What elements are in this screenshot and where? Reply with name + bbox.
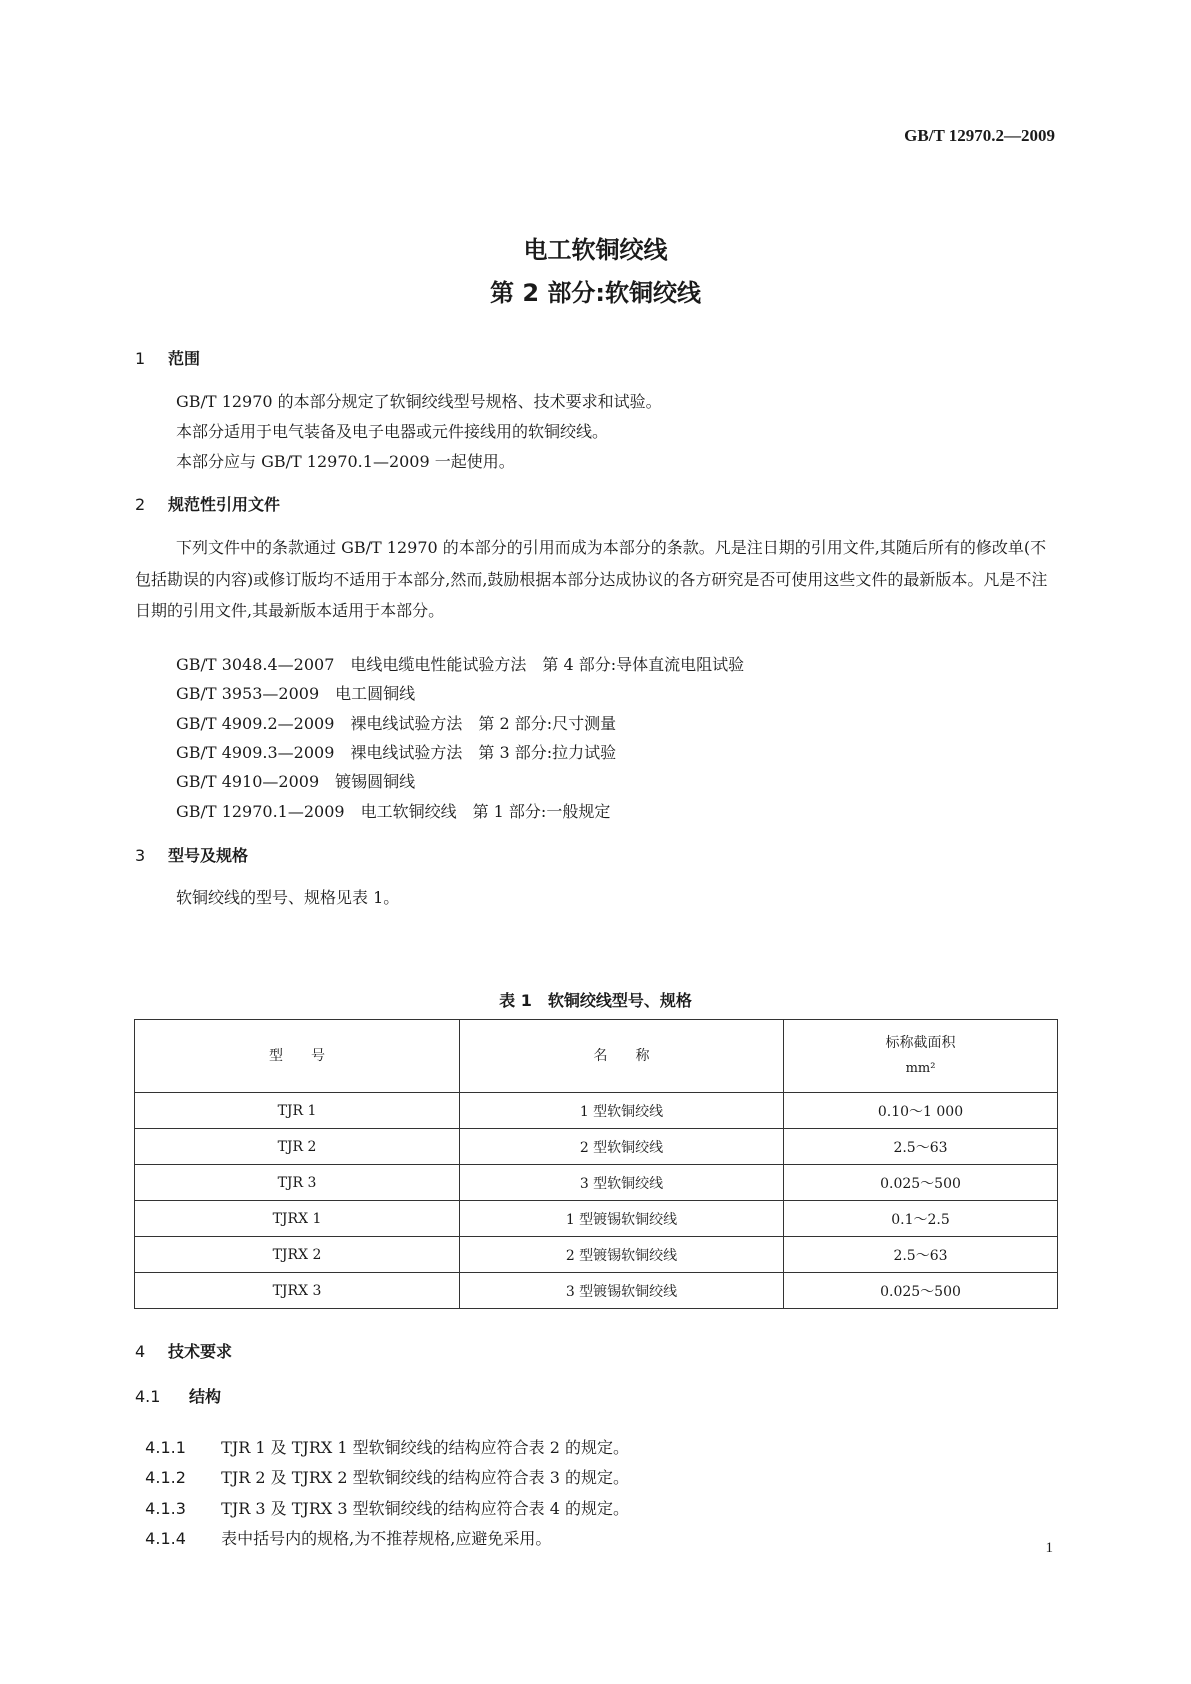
section-title: 规范性引用文件: [168, 495, 281, 514]
subsection-heading-4-1: [135, 1384, 221, 1407]
clause-text: TJR 3 及 TJRX 3 型软铜绞线的结构应符合表 4 的规定。: [221, 1499, 629, 1518]
section-heading-1: [135, 346, 200, 369]
document-title: 电工软铜绞线: [523, 236, 668, 264]
cell-area: 2.5～63: [784, 1237, 1058, 1273]
section-heading-2: [135, 492, 280, 515]
section-title: 技术要求: [168, 1342, 233, 1361]
table-row: [135, 1129, 1058, 1165]
cell-model: TJR 1: [135, 1093, 460, 1129]
paragraph: 本部分适用于电气装备及电子电器或元件接线用的软铜绞线。: [176, 422, 609, 441]
cell-name: 1 型软铜绞线: [460, 1093, 784, 1129]
cell-name: 2 型软铜绞线: [460, 1129, 784, 1165]
reference-item: GB/T 4909.3—2009 裸电线试验方法 第 3 部分:拉力试验: [176, 743, 617, 762]
header-model: 型 号: [135, 1020, 460, 1093]
table-caption: 表 1 软铜绞线型号、规格: [499, 991, 692, 1010]
reference-item: GB/T 3953—2009 电工圆铜线: [176, 684, 416, 703]
header-name: 名 称: [460, 1020, 784, 1093]
cell-model: TJR 2: [135, 1129, 460, 1165]
page-number: 1: [1045, 1540, 1053, 1556]
paragraph: 软铜绞线的型号、规格见表 1。: [176, 888, 400, 907]
clause-item: [135, 1507, 551, 1549]
cell-area: 0.1～2.5: [784, 1201, 1058, 1237]
subsection-title: 结构: [189, 1387, 222, 1406]
cell-model: TJRX 2: [135, 1237, 460, 1273]
paragraph: GB/T 12970 的本部分规定了软铜绞线型号规格、技术要求和试验。: [176, 392, 662, 411]
table-row: [135, 1201, 1058, 1237]
table-row: [135, 1273, 1058, 1309]
header-area-label: 标称截面积: [885, 1035, 956, 1051]
cell-name: 1 型镀锡软铜绞线: [460, 1201, 784, 1237]
cell-name: 3 型镀锡软铜绞线: [460, 1273, 784, 1309]
cell-model: TJR 3: [135, 1165, 460, 1201]
clause-number: 4.1.4: [145, 1529, 186, 1548]
section-heading-4: [135, 1339, 232, 1362]
section-heading-3: [135, 843, 248, 866]
reference-item: GB/T 4909.2—2009 裸电线试验方法 第 2 部分:尺寸测量: [176, 714, 617, 733]
table-row: [135, 1093, 1058, 1129]
standard-number: GB/T 12970.2—2009: [904, 126, 1055, 145]
clause-text: TJR 2 及 TJRX 2 型软铜绞线的结构应符合表 3 的规定。: [221, 1468, 629, 1487]
cell-area: 2.5～63: [784, 1129, 1058, 1165]
section-number: 1: [135, 349, 146, 368]
table-row: [135, 1165, 1058, 1201]
section-title: 型号及规格: [168, 846, 249, 865]
clause-number: 4.1.2: [145, 1468, 186, 1487]
paragraph: 下列文件中的条款通过 GB/T 12970 的本部分的引用而成为本部分的条款。凡是注日期的引用文件,其随后所有的修改单(不包括勘误的内容)或修订版均不适用于本部分,然而,鼓励根据本部分达成协议的各方研究是否可使用这些文件的最新版本。凡是不注日期的引用文件,其最新版本适用于本部分。: [135, 538, 1048, 620]
reference-item: GB/T 3048.4—2007 电线电缆电性能试验方法 第 4 部分:导体直流电阻试验: [176, 655, 745, 674]
cell-model: TJRX 1: [135, 1201, 460, 1237]
clause-number: 4.1.3: [145, 1499, 186, 1518]
header-area-unit: mm²: [905, 1061, 936, 1076]
cell-area: 0.025～500: [784, 1273, 1058, 1309]
clause-text: TJR 1 及 TJRX 1 型软铜绞线的结构应符合表 2 的规定。: [221, 1438, 629, 1457]
reference-item: GB/T 12970.1—2009 电工软铜绞线 第 1 部分:一般规定: [176, 802, 611, 821]
paragraph: 本部分应与 GB/T 12970.1—2009 一起使用。: [176, 452, 515, 471]
section-number: 3: [135, 846, 146, 865]
subsection-number: 4.1: [135, 1387, 161, 1406]
table-header-row: [135, 1020, 1058, 1093]
cell-area: 0.10～1 000: [784, 1093, 1058, 1129]
clause-number: 4.1.1: [145, 1438, 186, 1457]
section-number: 4: [135, 1342, 146, 1361]
cell-model: TJRX 3: [135, 1273, 460, 1309]
section-title: 范围: [168, 349, 201, 368]
table-row: [135, 1237, 1058, 1273]
section-number: 2: [135, 495, 146, 514]
cell-name: 2 型镀锡软铜绞线: [460, 1237, 784, 1273]
document-subtitle: 第 2 部分:软铜绞线: [489, 279, 701, 307]
reference-item: GB/T 4910—2009 镀锡圆铜线: [176, 772, 416, 791]
clause-text: 表中括号内的规格,为不推荐规格,应避免采用。: [221, 1529, 552, 1548]
header-area: [784, 1020, 1058, 1093]
spec-table: [134, 1019, 1058, 1309]
cell-area: 0.025～500: [784, 1165, 1058, 1201]
cell-name: 3 型软铜绞线: [460, 1165, 784, 1201]
